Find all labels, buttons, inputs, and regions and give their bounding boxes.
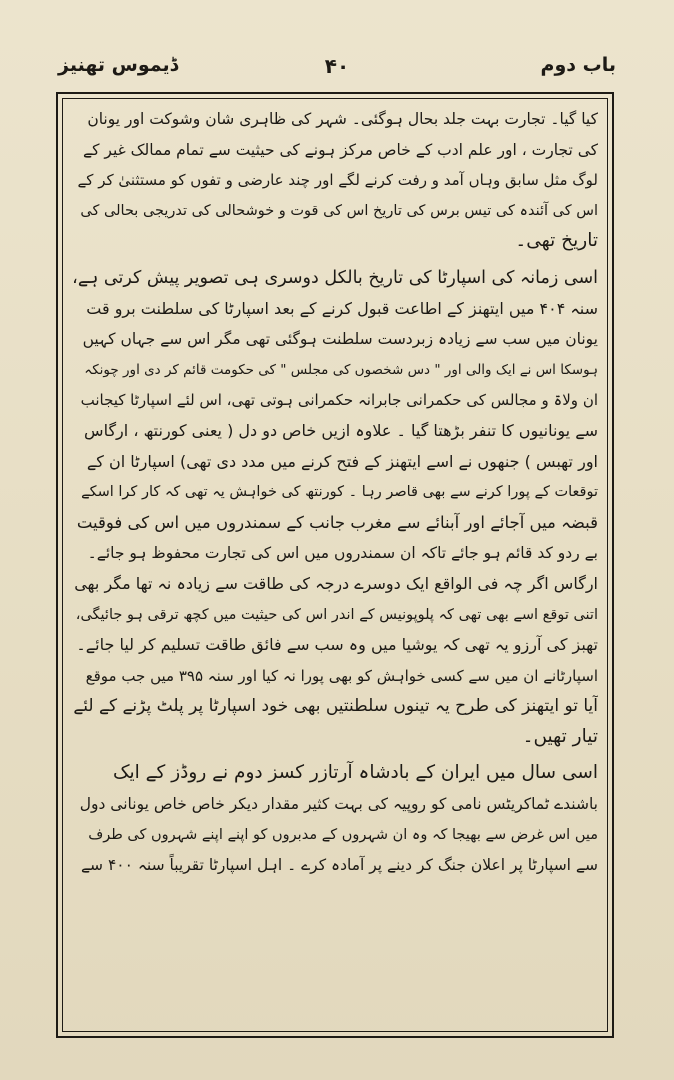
body-text [72, 104, 598, 887]
text-line: ارگاس اگر چہ فی الواقع ایک دوسرے درجہ کی طاقت سے زیادہ نہ تھا مگر بھی [74, 573, 598, 593]
text-line: ان ولاۃ و مجالس کی حکمرانی جابرانہ حکمرانی ہوتی تھی، اس لئے اسپارٹا کیجانب [80, 391, 598, 410]
paragraph-3 [72, 758, 598, 880]
text-line: سے اسپارٹا پر اعلان جنگ کر دینے پر آمادہ کرے ۔ اہل اسپارٹا تقریباً سنہ ۴۰۰ سے [80, 856, 598, 875]
text-line: اسپارٹانے ان میں سے کسی خواہش کو بھی پورا نہ کیا اور سنہ ۳۹۵ میں جب موقع [85, 666, 598, 685]
text-line: کیا گیا۔ تجارت بہت جلد بحال ہوگئی۔ شہر کی ظاہری شان وشوکت اور یونان [87, 110, 598, 128]
page-number: ۴۰ [324, 54, 350, 78]
text-line: اسی سال میں ایران کے بادشاہ آرتازر کسز دوم نے روڈز کے ایک [112, 762, 598, 784]
text-line: سے یونانیوں کا تنفر بڑھتا گیا ۔ علاوہ ازیں خاص دو دل ( یعنی کورنتھ ، ارگاس [84, 420, 598, 440]
section-title: باب دوم [540, 54, 616, 76]
text-line: بے ردو کد قائم ہو جائے تاکہ ان سمندروں میں اس کی تجارت محفوظ ہو جائے۔ [87, 544, 598, 563]
text-line: اتنی توقع اسے بھی تھی کہ پلوپونیس کے اندر اس کی حیثیت میں کچھ ترقی ہو جائیگی، [75, 606, 598, 623]
page-header [58, 54, 616, 88]
paragraph-1 [72, 104, 598, 257]
text-line: باشندے ٹماکریٹس نامی کو روپیہ کی بہت کثیر مقدار دیکر خاص خاص یونانی دول [79, 795, 598, 814]
text-line: ہوسکا اس نے ایک والی اور " دس شخصوں کی مجلس " کی حکومت قائم کر دی اور چونکہ [84, 361, 598, 378]
text-line: تاریخ تھی۔ [515, 230, 598, 252]
text-line: اور تھبس ) جنھوں نے اسے ایتھنز کے فتح کرنے میں مدد دی تھی) اسپارٹا ان کے [86, 451, 598, 471]
paragraph-2 [72, 263, 598, 753]
text-line: یونان میں سب سے زیادہ زبردست سلطنت ہوگئی تھی مگر اس سے جہاں کہیں [82, 330, 598, 349]
text-line: لوگ مثل سابق وہاں آمد و رفت کرنے لگے اور چند عارضی و تفوں کو مستثنیٰ کر کے [77, 171, 598, 190]
text-line: سنہ ۴۰۴ میں ایتھنز کے اطاعت قبول کرنے کے بعد اسپارٹا کی سلطنت برو قت [86, 298, 598, 318]
text-line: قبضہ میں آجائے اور آبنائے سے مغرب جانب کے سمندروں میں اس کی فوقیت [76, 512, 598, 532]
text-line: کی تجارت ، اور علم ادب کے خاص مرکز ہونے کی حیثیت سے تمام ممالک غیر کے [83, 140, 598, 159]
text-line: توقعات کے پورا کرنے سے بھی قاصر رہا ۔ کورنتھ کی خواہش یہ تھی کہ کار کرا اسکے [81, 484, 598, 501]
text-line: تیار تھیں۔ [522, 725, 598, 747]
text-line: تھبز کی آرزو یہ تھی کہ یوشیا میں وہ سب سے فائق طاقت تسلیم کر لیا جائے۔ [76, 635, 598, 655]
text-line: اسی زمانہ کی اسپارٹا کی تاریخ بالکل دوسری ہی تصویر پیش کرتی ہے، [72, 267, 598, 288]
text-line: اس کی آئندہ کی تیس برس کی تاریخ اس کی قوت و خوشحالی کی تدریجی بحالی کی [80, 202, 598, 219]
text-line: میں اس غرض سے بھیجا کہ وہ ان شہروں کے مدبروں کو اپنے اپنے شہروں کی طرف [88, 826, 598, 843]
text-line: آیا تو ایتھنز کی طرح یہ تینوں سلطنتیں بھی خود اسپارٹا پر پلٹ پڑنے کے لئے [73, 696, 598, 717]
running-title: ڈیموس تھنیز [58, 54, 179, 76]
